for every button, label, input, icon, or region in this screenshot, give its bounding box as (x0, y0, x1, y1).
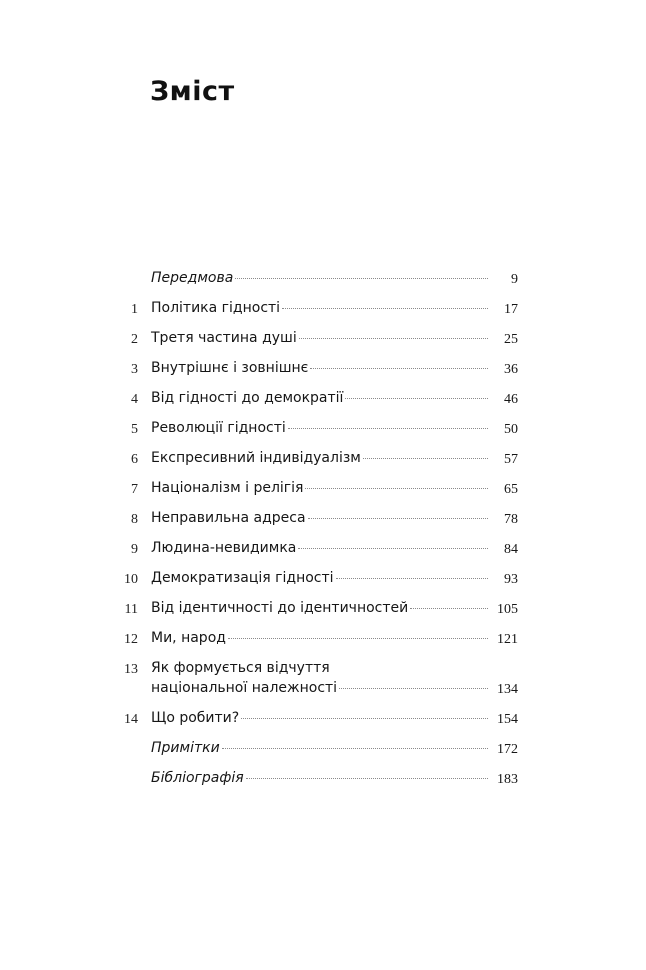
toc-entry[interactable] (118, 354, 518, 384)
dot-leader (241, 718, 488, 719)
dot-leader (336, 578, 488, 579)
toc-entry[interactable] (118, 384, 518, 414)
toc-entry[interactable] (118, 294, 518, 324)
chapter-title (151, 598, 488, 618)
toc-entry[interactable] (118, 594, 518, 624)
toc-entry[interactable] (118, 734, 518, 764)
toc-entry[interactable] (118, 704, 518, 734)
dot-leader (246, 778, 488, 779)
page-number: 121 (497, 632, 518, 647)
chapter-title (151, 358, 488, 378)
chapter-number: 7 (131, 482, 138, 497)
chapter-title (151, 738, 488, 758)
page-number: 50 (504, 422, 518, 437)
chapter-title-text: Від гідності до демократії (151, 390, 344, 406)
chapter-number: 11 (124, 602, 138, 617)
chapter-number: 2 (131, 332, 138, 347)
chapter-title (151, 768, 488, 788)
chapter-title (151, 538, 488, 558)
dot-leader (288, 428, 488, 429)
chapter-title-text: Неправильна адреса (151, 510, 306, 526)
chapter-title (151, 478, 488, 498)
page-number: 183 (497, 772, 518, 787)
chapter-number: 13 (124, 662, 138, 677)
page-number: 25 (504, 332, 518, 347)
chapter-title (151, 418, 488, 438)
chapter-title (151, 448, 488, 468)
chapter-title-text: Демократизація гідності (151, 570, 334, 586)
toc-entry[interactable] (118, 624, 518, 654)
dot-leader (363, 458, 488, 459)
dot-leader (282, 308, 488, 309)
toc-entry[interactable] (118, 414, 518, 444)
chapter-title-text: Від ідентичності до ідентичностей (151, 600, 409, 616)
toc-entry[interactable] (118, 564, 518, 594)
dot-leader (222, 748, 488, 749)
chapter-title-text: Внутрішнє і зовнішнє (151, 360, 309, 376)
chapter-number: 6 (131, 452, 138, 467)
toc-entry[interactable] (118, 474, 518, 504)
page-number: 134 (497, 682, 518, 697)
chapter-title-text: Примітки (151, 740, 220, 756)
dot-leader (305, 488, 488, 489)
toc-entry[interactable] (118, 504, 518, 534)
chapter-number: 14 (124, 712, 138, 727)
dot-leader (345, 398, 488, 399)
dot-leader (228, 638, 488, 639)
page-number: 154 (497, 712, 518, 727)
chapter-title (151, 708, 488, 728)
toc-entry[interactable] (118, 264, 518, 294)
chapter-title-line1: Як формується відчуття (151, 660, 330, 676)
page-number: 105 (497, 602, 518, 617)
chapter-title-text: Експресивний індивідуалізм (151, 450, 361, 466)
chapter-title-text: національної належності (151, 680, 338, 696)
chapter-title-text: Революції гідності (151, 420, 286, 436)
dot-leader (235, 278, 488, 279)
page-number: 36 (504, 362, 518, 377)
chapter-title (151, 658, 488, 698)
toc-entry[interactable] (118, 654, 518, 704)
page-number: 46 (504, 392, 518, 407)
page-number: 93 (504, 572, 518, 587)
chapter-number: 1 (131, 302, 138, 317)
chapter-title (151, 328, 488, 348)
chapter-number: 8 (131, 512, 138, 527)
chapter-title-text: Ми, народ (151, 630, 226, 646)
chapter-title-text: Політика гідності (151, 300, 281, 316)
chapter-title (151, 298, 488, 318)
page-number: 84 (504, 542, 518, 557)
chapter-title-text: Націоналізм і релігія (151, 480, 304, 496)
chapter-title-text: Передмова (151, 270, 234, 286)
chapter-title (151, 628, 488, 648)
dot-leader (308, 518, 488, 519)
chapter-title (151, 568, 488, 588)
chapter-number: 9 (131, 542, 138, 557)
page-number: 65 (504, 482, 518, 497)
chapter-number: 10 (124, 572, 138, 587)
table-of-contents (118, 264, 518, 794)
dot-leader (298, 548, 488, 549)
page-number: 9 (511, 272, 518, 287)
toc-entry[interactable] (118, 764, 518, 794)
toc-entry[interactable] (118, 324, 518, 354)
chapter-number: 4 (131, 392, 138, 407)
chapter-number: 5 (131, 422, 138, 437)
chapter-title (151, 388, 488, 408)
chapter-title-text: Що робити? (151, 710, 240, 726)
dot-leader (299, 338, 488, 339)
chapter-title (151, 268, 488, 288)
chapter-number: 3 (131, 362, 138, 377)
chapter-title-text: Бібліографія (151, 770, 244, 786)
page-title: Зміст (150, 76, 235, 107)
toc-entry[interactable] (118, 534, 518, 564)
toc-entry[interactable] (118, 444, 518, 474)
page-number: 172 (497, 742, 518, 757)
chapter-title-text: Третя частина душі (151, 330, 297, 346)
page-number: 78 (504, 512, 518, 527)
dot-leader (339, 688, 488, 689)
chapter-number: 12 (124, 632, 138, 647)
chapter-title (151, 508, 488, 528)
dot-leader (410, 608, 488, 609)
page-number: 57 (504, 452, 518, 467)
chapter-title-text: Людина-невидимка (151, 540, 297, 556)
dot-leader (310, 368, 488, 369)
page-number: 17 (504, 302, 518, 317)
